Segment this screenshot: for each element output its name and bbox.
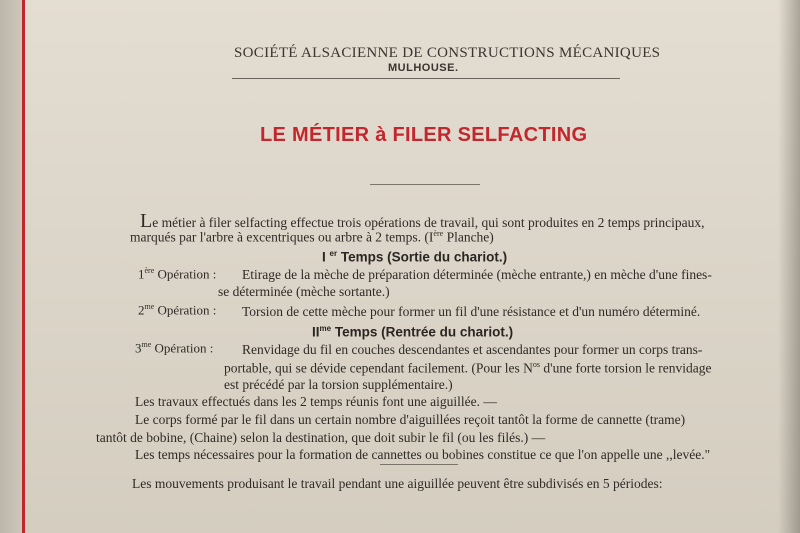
paragraph-line-5: Les mouvements produisant le travail pendant une aiguillée peuvent être subdivisés en 5 périodes: (132, 476, 663, 491)
op-3-line-2-end: d'une forte torsion le renvidage (540, 360, 712, 376)
intro-line-2-sup: ère (433, 229, 444, 238)
title-divider (370, 184, 480, 185)
page-right-shadow (778, 0, 800, 533)
operation-1-line-1: Etirage de la mèche de préparation déterminée (mèche entrante,) en mèche d'une fines- (242, 267, 712, 282)
city-header: MULHOUSE. (388, 62, 459, 74)
page-left-margin (0, 0, 24, 533)
op-3-label-text: Opération : (151, 340, 214, 356)
op-2-num: 2 (138, 302, 145, 318)
intro-line-2 (130, 229, 494, 246)
temps-1-text: Temps (Sortie du chariot.) (337, 249, 508, 265)
op-1-num: 1 (138, 266, 145, 282)
operation-2-line-1: Torsion de cette mèche pour former un fil d'une résistance et d'un numéro déterminé. (242, 304, 701, 319)
temps-1-numeral: I (322, 249, 330, 265)
operation-1-line-2: se déterminée (mèche sortante.) (218, 284, 390, 299)
red-margin-rule (22, 0, 25, 533)
paragraph-divider (380, 464, 458, 465)
document-title: LE MÉTIER à FILER SELFACTING (260, 124, 588, 146)
header-divider (232, 78, 620, 79)
op-3-line-2-text: portable, qui se dévide cependant facilement. (Pour les N (224, 360, 533, 376)
operation-3-line-3: est précédé par la torsion supplémentaire.) (224, 377, 453, 392)
op-2-sup: me (144, 302, 155, 311)
intro-line-2-text: marqués par l'arbre à excentriques ou arbre à 2 temps. (I (130, 229, 434, 245)
operation-3-line-1: Renvidage du fil en couches descendantes et ascendantes pour former un corps trans- (242, 342, 703, 357)
intro-line-2-end: Planche) (443, 229, 494, 245)
intro-dropcap: L (140, 210, 153, 232)
operation-2-label (138, 302, 216, 318)
op-2-label-text: Opération : (154, 302, 217, 318)
paragraph-line-4: Les temps nécessaires pour la formation de cannettes ou bobines constitue ce que l'on appelle une ,,levée." (135, 447, 711, 462)
op-1-label-text: Opération : (154, 266, 217, 282)
op-3-sup: me (141, 340, 152, 349)
op-1-sup: ère (144, 266, 155, 275)
temps-2-sup: me (319, 324, 332, 333)
temps-1-heading (322, 249, 507, 265)
operation-3-line-2 (224, 360, 712, 377)
paragraph-line-3: tantôt de bobine, (Chaine) selon la destination, que doit subir le fil (ou les filés.) — (96, 430, 546, 445)
temps-2-text: Temps (Rentrée du chariot.) (331, 324, 514, 340)
temps-2-numeral: II (312, 324, 320, 340)
company-header: SOCIÉTÉ ALSACIENNE DE CONSTRUCTIONS MÉCANIQUES (234, 45, 661, 61)
paragraph-line-1: Les travaux effectués dans les 2 temps réunis font une aiguillée. — (135, 394, 497, 409)
temps-1-sup: er (329, 249, 338, 258)
paragraph-line-2: Le corps formé par le fil dans un certain nombre d'aiguillées reçoit tantôt la forme de cannette (trame) (135, 412, 686, 427)
op-3-num: 3 (135, 340, 142, 356)
operation-1-label (138, 266, 216, 282)
operation-3-label (135, 340, 213, 356)
temps-2-heading (312, 324, 513, 340)
intro-line-1-text: e métier à filer selfacting effectue trois opérations de travail, qui sont produites en 2 temps principaux, (152, 215, 705, 230)
op-3-line-2-sup: os (532, 360, 541, 369)
